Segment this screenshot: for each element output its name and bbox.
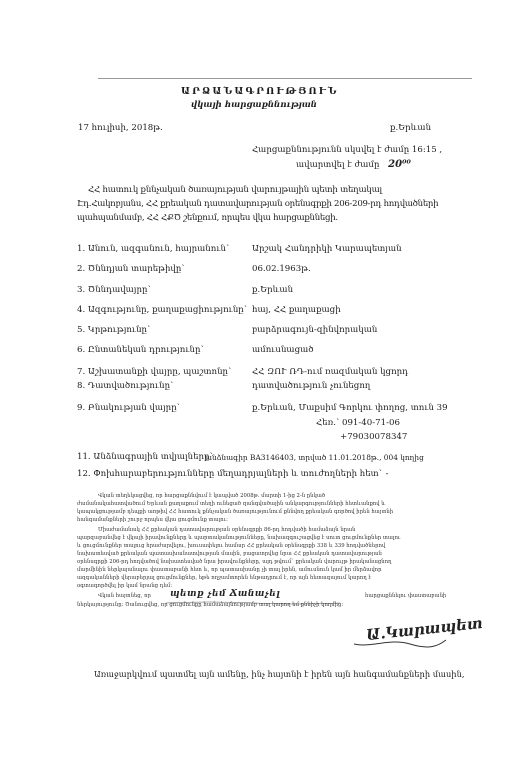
para3-line2: ներկայությունը: Ծանուցվեց, որ ցուցմունքը համաձայնությամբ տալ կարող եմ քննիչի կողմից: [77, 602, 344, 608]
field-value-marital: ամուսնացած [252, 345, 314, 355]
field-label-residence: 9. Բնակության վայրը` [77, 403, 181, 413]
para3-handwritten: պետք չեմ Ճանաչել [170, 589, 281, 599]
item12-label: 12. Փոխհարաբերությունները մեղադրյալների և տուժողների հետ` - [77, 469, 389, 479]
field-label-nationality: 4. Ազգությունը, քաղաքացիությունը` [77, 305, 249, 315]
signature-flourish [350, 636, 450, 650]
signature: Ա.Կարապետ [365, 613, 484, 645]
para2-line: և ցուցմունքներ տալուց հրաժարվելու, խուսափելու համար ՀՀ քրեական օրենսգրքի 338 և 339 հոդվածներով [77, 543, 386, 549]
field-value-criminal-record: դատվածություն չունեցող [252, 381, 371, 391]
item11-label: 11. Անձնագրային տվյալները` [77, 452, 214, 462]
phone-2: +79030078347 [340, 432, 408, 442]
field-label-education: 5. Կրթությունը` [77, 325, 152, 335]
field-value-birthdate: 06.02.1963թ. [252, 264, 311, 274]
field-value-workplace: ՀՀ ԶՈՒ ՌԴ-ում ռազմական կցորդ [252, 367, 409, 377]
time-end [296, 160, 411, 170]
time-end-handwritten: 20⁰⁰ [388, 159, 411, 170]
time-end-prefix: ավարտվել է ժամը [296, 160, 380, 170]
field-label-birthplace: 3. Ծննդավայրը` [77, 285, 152, 295]
para2-line: նախատեսված քրեական պատասխանատվության մասին, բացատրվեց նրա ՀՀ քրեական դատավարության [77, 551, 382, 557]
field-label-criminal-record: 8. Դատվածությունը` [77, 381, 175, 391]
para1-line: կապակցությամբ դեպքի առթիվ ՀՀ հատուկ քննչական ծառայությունում քննվող քրեական գործով իրեն հայտնի [77, 509, 394, 515]
para2-line: պարզաբանվեց է վկայի իրավունքները և պարտականությունները, նախազգուշացվեց է սուտ ցուցմունքներ տալու [77, 535, 401, 541]
para2-line: մարմինին ներկայանալու փաստաբանի հետ և, որ պատասխանը չի տալ իրեն, ամուսնուն կամ իր մերձավոր [77, 567, 382, 573]
field-value-nationality: հայ, ՀՀ քաղաքացի [252, 305, 341, 315]
phone-label: Հեռ.` [316, 418, 341, 428]
para1-line: հանգամանքների շուրջ որպես վկա ցուցմունք տալու: [77, 517, 228, 523]
final-text: Առաջարկվում պատմել այն ամենը, ինչ հայտնի է իրեն այն հանգամանքների մասին, [94, 669, 465, 679]
document-date: 17 հուլիսի, 2018թ. [78, 123, 163, 133]
intro-line-2: Էդ.Հակոբյանս, ՀՀ քրեական դատավարության օրենսգրքի 206-209-րդ հոդվածների [77, 199, 439, 209]
para2-line: օրենսգրքի 206-րդ հոդվածով նախատեսված նրա իրավունքները, այդ թվում` քրեական վարույթ իրականացնող [77, 559, 392, 565]
document-title: ԱՐՁԱՆԱԳՐՈՒԹՅՈՒՆ [181, 86, 339, 97]
field-value-residence: ք.Երևան, Մաքսիմ Գորկու փողոց, տուն 39 [252, 403, 448, 413]
para2-line: Միաժամանակ ՀՀ քրեական դատավարության օրենսգրքի 86-րդ հոդվածի համաձայն նրան [98, 527, 356, 533]
field-label-name: 1. Անուն, ազգանուն, հայրանուն` [77, 244, 231, 254]
document-place: ք.Երևան [390, 123, 432, 133]
field-value-birthplace: ք.Երևան [252, 285, 294, 295]
field-value-education: բարձրագույն-զինվորական [252, 325, 378, 335]
para1-line: Վկան տեղեկացվեց, որ հարցաքննվում է կապված 2008թ. մարտի 1-ից 2-ն ընկած [98, 493, 326, 499]
para2-line: օգտագործվել իր կամ նրանց դեմ: [77, 583, 172, 589]
time-start: Հարցաքննությունն սկսվել է ժամը 16:15 , [252, 145, 443, 155]
document-subtitle: վկայի հարցաքննության [191, 100, 317, 110]
item11-value: անձնագիր BA3146403, տրված 11.01.2018թ., 004 կողից [205, 453, 424, 462]
para2-line: ազգականների վերաբերյալ ցուցմունքներ, եթե ողջամտորեն ենթադրում է, որ այն հետագայում կարող է [77, 575, 372, 581]
phone-1: 091-40-71-06 [342, 418, 400, 428]
para1-line: ժամանակահատվածում Երևան քաղաքում տեղի ունեցած զանգվածային անկարգությունների հետևանքով և [77, 501, 386, 507]
header-rule [98, 78, 472, 79]
field-label-workplace: 7. Աշխատանքի վայրը, պաշտոնը` [77, 367, 233, 377]
field-label-birthdate: 2. Ծննդյան տարեթիվը` [77, 264, 186, 274]
field-value-name: Արշակ Հանդրիկի Կարապետյան [252, 244, 402, 254]
para3-start: Վկան հայտնեց, որ [98, 593, 151, 599]
para3-end: հարցաքննելու փաստաբանի [365, 593, 447, 599]
intro-line-3: պահպանմամբ, ՀՀ ՀՔԾ շենքում, որպես վկա հարցաքննեցի. [77, 213, 338, 223]
intro-line-1: ՀՀ հատուկ քննչական ծառայության վարույթային պետի տեղակալ [88, 185, 382, 195]
field-label-marital: 6. Ընտանեկան դրությունը` [77, 345, 205, 355]
